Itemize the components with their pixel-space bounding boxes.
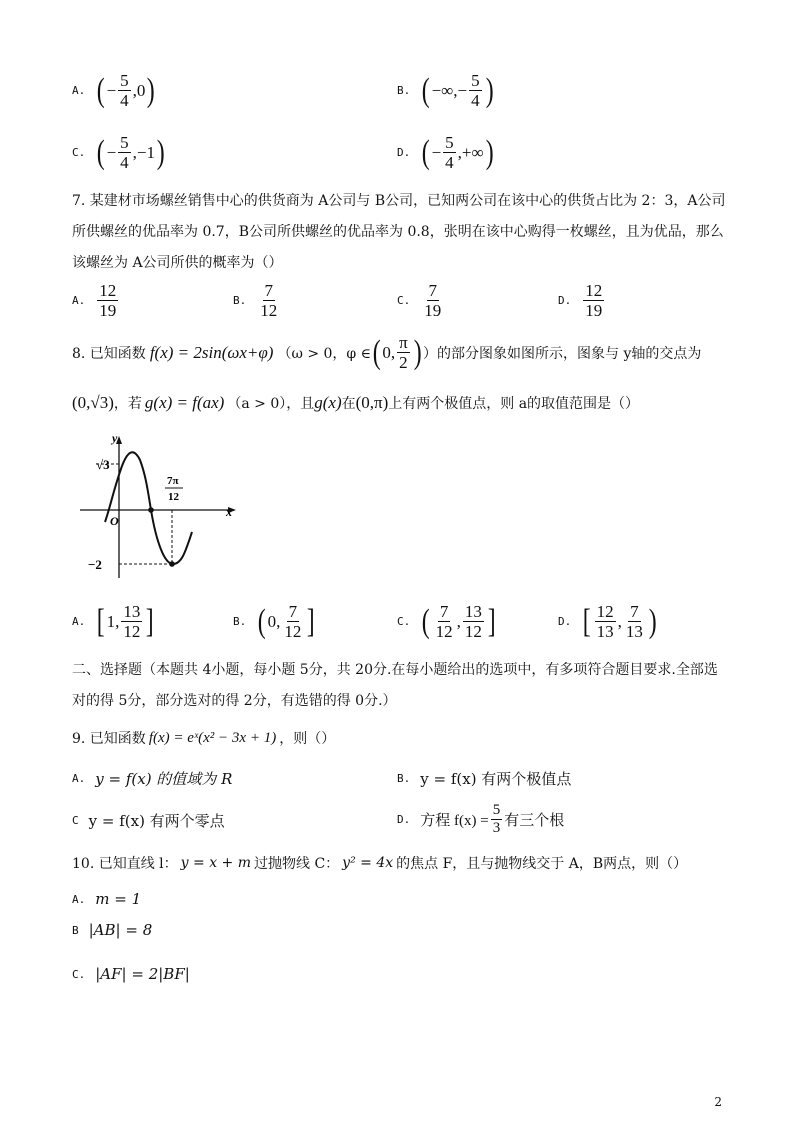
q8-option-c[interactable] xyxy=(397,603,497,640)
option-label: C. xyxy=(397,294,411,307)
option-label: D. xyxy=(558,615,572,628)
q9-option-d[interactable] xyxy=(397,803,564,836)
q8-line-2 xyxy=(72,393,639,413)
option-label: C. xyxy=(72,146,86,159)
option-label: C. xyxy=(72,967,86,981)
option-math: 方程 f(x) = $\frac{5}{3}$ 有三个根 xyxy=(420,802,565,836)
min-point xyxy=(169,561,175,567)
sqrt3-label: √3 xyxy=(96,457,110,472)
option-label: D. xyxy=(397,146,411,159)
q7-line-1: 7. 某建材市场螺丝销售中心的供货商为 A公司与 B公司，已知两公司在该中心的供货占比为 2：3，A公司 xyxy=(72,193,726,209)
q8-interval: ( 0, $\frac{\pi}{2}$ ) xyxy=(372,333,422,372)
y-label: y xyxy=(112,431,118,445)
section2-line-2: 对的得 5分，部分选对的得 2分，有选错的得 0分.） xyxy=(72,693,397,709)
option-label: A. xyxy=(72,84,86,97)
q10-option-b[interactable] xyxy=(72,921,152,939)
q6-option-a[interactable] xyxy=(72,72,157,109)
numerator: 12 xyxy=(99,281,117,300)
q9-option-c[interactable] xyxy=(72,810,225,831)
option-text: y = f(x) 的值域为 R xyxy=(95,770,233,788)
option-math: ( −∞,− $\frac{5}{4}$ ) xyxy=(421,71,494,110)
q8-point: (0,√3) xyxy=(72,393,114,412)
option-text: |AB| = 8 xyxy=(88,921,153,939)
page-number: 2 xyxy=(714,1095,722,1109)
q8-option-b[interactable] xyxy=(233,603,317,640)
option-label: C xyxy=(72,814,79,827)
option-label: A. xyxy=(72,615,86,628)
option-math: ( − $\frac{5}{4}$ ,−1 ) xyxy=(96,133,165,172)
q6-option-d[interactable] xyxy=(397,134,495,171)
option-label: D. xyxy=(558,294,572,307)
minus2-label: −2 xyxy=(88,557,102,572)
option-label: B. xyxy=(233,615,247,628)
denominator: 19 xyxy=(99,301,117,320)
q10-option-c[interactable] xyxy=(72,965,190,983)
q10-stem xyxy=(72,853,687,873)
option-math: [ 1, $\frac{13}{12}$ ] xyxy=(96,602,154,641)
origin-label: O xyxy=(110,514,119,528)
q8-post: ）的部分图象如图所示，图象与 y轴的交点为 xyxy=(423,345,702,362)
option-math: [ $\frac{12}{13}$ , $\frac{7}{13}$ ) xyxy=(582,602,657,641)
option-label: B xyxy=(72,923,79,937)
x-label: x xyxy=(226,505,232,519)
denominator: 19 xyxy=(424,301,442,320)
q8-gx: g(x) xyxy=(314,393,342,412)
q8-function: f(x) = 2sin(ωx+φ) xyxy=(149,342,274,362)
text: ，若 xyxy=(113,396,142,412)
q9-stem xyxy=(72,728,335,748)
denominator: 12 xyxy=(260,301,278,320)
q8-option-d[interactable] xyxy=(558,603,658,640)
q7-line-2: 所供螺丝的优品率为 0.7，B公司所供螺丝的优品率为 0.8，张明在该中心购得一枚螺丝，且为优品，那么 xyxy=(72,224,724,240)
text: 在 xyxy=(341,396,356,412)
option-label: B. xyxy=(397,772,411,785)
text: 的焦点 F，且与抛物线交于 A，B两点，则（） xyxy=(396,856,688,872)
option-label: A. xyxy=(72,892,86,906)
tick-numerator: 7π xyxy=(167,475,179,487)
numerator: 7 xyxy=(264,281,273,300)
sine-curve xyxy=(105,452,192,564)
option-label: B. xyxy=(397,84,411,97)
q7-option-d[interactable] xyxy=(558,282,606,319)
q9-function: f(x) = eˣ(x² − 3x + 1) xyxy=(148,729,277,746)
option-math: ( $\frac{7}{12}$ , $\frac{13}{12}$ ] xyxy=(421,602,496,641)
q7-option-a[interactable] xyxy=(72,282,120,319)
text: 上有两个极值点，则 a的取值范围是（） xyxy=(388,396,640,412)
text: ，则（） xyxy=(279,731,336,747)
q8-option-a[interactable] xyxy=(72,603,156,640)
q8-interval-2: (0,π) xyxy=(355,393,389,412)
text: 10. 已知直线 l： xyxy=(72,856,178,872)
q7-line-3: 该螺丝为 A公司所供的概率为（） xyxy=(72,255,283,271)
option-label: A. xyxy=(72,772,86,785)
section2-line-1: 二、选择题（本题共 4小题，每小题 5分，共 20分.在每小题给出的选项中，有多项符合题目要求.全部选 xyxy=(72,662,718,678)
option-math: ( − $\frac{5}{4}$ ,+∞ ) xyxy=(421,133,494,172)
q6-option-b[interactable] xyxy=(397,72,495,109)
option-label: B. xyxy=(233,294,247,307)
numerator: 7 xyxy=(428,281,437,300)
option-label: D. xyxy=(397,813,411,826)
q10-option-a[interactable] xyxy=(72,890,141,908)
option-text: y = f(x) 有两个零点 xyxy=(88,812,225,830)
text: （a > 0），且 xyxy=(227,396,315,412)
option-label: C. xyxy=(397,615,411,628)
q6-option-c[interactable] xyxy=(72,134,166,171)
q8-g-def: g(x) = f(ax) xyxy=(144,393,225,412)
q8-cond: （ω > 0，φ ∈ xyxy=(277,345,372,362)
text: 9. 已知函数 xyxy=(72,731,146,747)
tick-denominator: 12 xyxy=(168,491,179,503)
option-text: m = 1 xyxy=(95,890,142,908)
q10-line-eq: y = x + m xyxy=(180,855,251,871)
option-text: |AF| = 2|BF| xyxy=(95,965,190,983)
option-math: ( 0, $\frac{7}{12}$ ] xyxy=(257,602,315,641)
text: 过抛物线 C： xyxy=(254,856,340,872)
option-math: ( − $\frac{5}{4}$ ,0 ) xyxy=(96,71,156,110)
q8-graph xyxy=(72,428,252,588)
option-label: A. xyxy=(72,294,86,307)
q7-option-c[interactable] xyxy=(397,282,445,319)
q8-pre: 8. 已知函数 xyxy=(72,345,146,362)
numerator: 12 xyxy=(585,281,603,300)
q9-option-a[interactable] xyxy=(72,768,232,789)
q9-option-b[interactable] xyxy=(397,768,571,789)
denominator: 19 xyxy=(585,301,603,320)
q7-option-b[interactable] xyxy=(233,282,281,319)
zero-point xyxy=(148,507,154,513)
q10-parabola-eq: y² = 4x xyxy=(342,855,394,871)
option-text: y = f(x) 有两个极值点 xyxy=(420,770,572,788)
q8-line-1 xyxy=(72,334,701,371)
